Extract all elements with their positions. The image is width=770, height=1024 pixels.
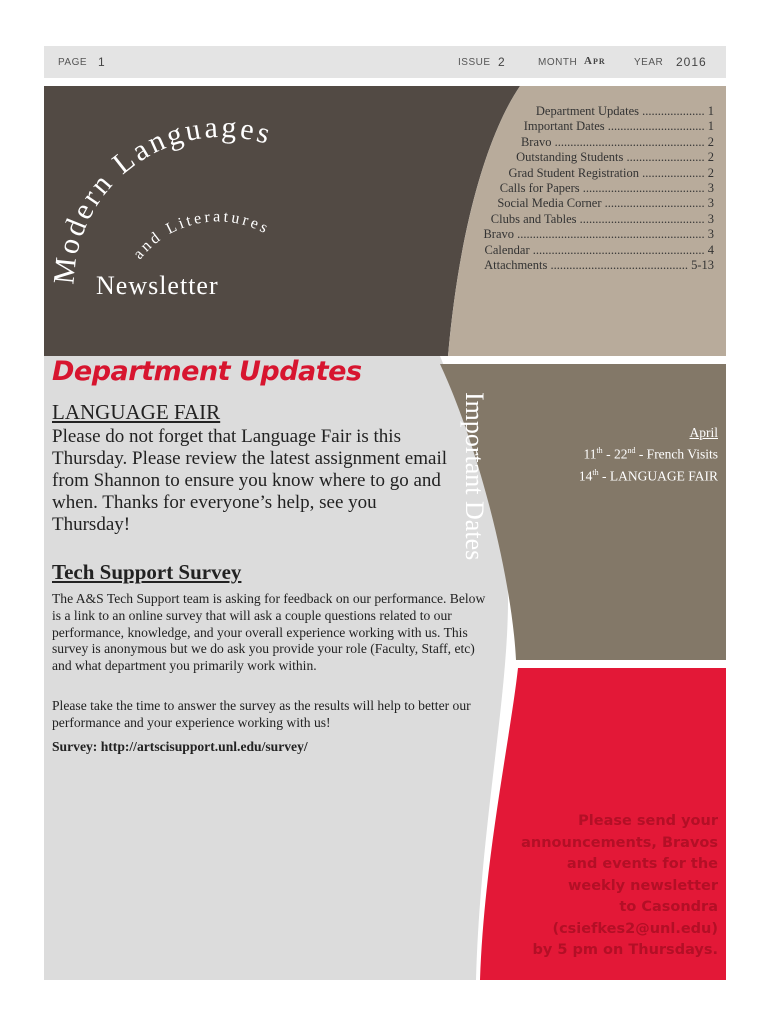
year-label: YEAR — [634, 57, 664, 68]
date-item: 11th - 22nd - French Visits — [583, 446, 718, 462]
page-label: PAGE — [58, 57, 88, 68]
announcement-text — [498, 811, 718, 962]
toc-item[interactable]: Attachments ............................................ 5-13 — [484, 258, 714, 273]
announcement-email[interactable]: (csiefkes2@unl.edu) — [552, 920, 718, 937]
language-fair-heading: LANGUAGE FAIR — [52, 400, 221, 424]
survey-link[interactable]: Survey: http://artscisupport.unl.edu/survey/ — [52, 739, 308, 754]
toc-label: Outstanding Students — [516, 150, 624, 165]
toc-page: 3 — [707, 227, 714, 242]
toc-item[interactable]: Clubs and Tables ........................................ 3 — [490, 211, 714, 226]
language-fair-body: Please do not forget that Language Fair is this Thursday. Please review the latest assignment email from Shannon to ensure you know where to go and when. Thanks for everyone’s help, see you Thursday! — [52, 426, 448, 535]
important-dates-title: Important Dates — [460, 392, 489, 561]
toc-item[interactable]: Calls for Papers ....................................... 3 — [499, 181, 714, 196]
toc-item[interactable]: Social Media Corner ................................ 3 — [497, 196, 714, 211]
dates-month: April — [689, 425, 718, 440]
masthead-title-line1: Modern Languages — [47, 110, 277, 286]
table-of-contents — [483, 104, 714, 273]
toc-page: 1 — [707, 119, 714, 134]
month-value: Apr — [584, 55, 606, 67]
announcement-line: and events for the — [566, 856, 718, 872]
toc-item[interactable]: Calendar ....................................................... 4 — [484, 242, 714, 257]
toc-item[interactable]: Important Dates ............................... 1 — [523, 119, 714, 134]
toc-item[interactable]: Outstanding Students ......................... 2 — [516, 150, 714, 165]
important-dates-list — [579, 424, 718, 485]
announcement-line: Please send your — [578, 813, 718, 829]
department-updates-title: Department Updates — [52, 356, 362, 387]
toc-page: 2 — [707, 150, 714, 165]
issue-number: 2 — [498, 55, 506, 69]
tech-support-body-2: Please take the time to answer the survey as the results will help to better our performance and your experience working with us! — [52, 698, 471, 730]
toc-label: Calendar — [484, 242, 530, 257]
toc-label: Clubs and Tables — [490, 211, 577, 226]
toc-label: Department Updates — [535, 104, 639, 118]
announcement-line: weekly newsletter — [567, 877, 718, 894]
toc-page: 5-13 — [691, 258, 714, 273]
toc-label: Important Dates — [523, 119, 605, 134]
toc-page: 2 — [707, 134, 714, 149]
issue-label: ISSUE — [458, 57, 491, 68]
announcement-line: announcements, Bravos — [521, 834, 718, 851]
toc-label: Grad Student Registration — [508, 165, 639, 180]
masthead-title-line2: and Literatures — [129, 208, 274, 263]
announcement-line: by 5 pm on Thursdays. — [532, 942, 718, 958]
tech-support-heading: Tech Support Survey — [52, 560, 242, 584]
toc-page: 2 — [707, 165, 714, 180]
toc-item[interactable]: Bravo ................................................ 2 — [520, 134, 714, 149]
masthead-panel — [44, 86, 520, 356]
toc-item[interactable]: Grad Student Registration .................... 2 — [508, 165, 714, 180]
toc-page: 1 — [707, 104, 714, 118]
toc-label: Attachments — [484, 258, 548, 273]
tech-support-body: The A&S Tech Support team is asking for feedback on our performance. Below is a link to an online survey that will ask a couple questions related to our performance, knowledge, and your overall experience working with us. This survey is anonymous but we do ask you provide your role (Faculty, Staff, etc) and what department you primarily work within. — [52, 591, 486, 674]
page-number: 1 — [98, 55, 106, 69]
date-item: 14th - LANGUAGE FAIR — [578, 467, 718, 483]
toc-label: Bravo — [520, 134, 552, 149]
toc-label: Social Media Corner — [497, 196, 602, 211]
toc-page: 4 — [707, 242, 714, 257]
year-value: 2016 — [676, 55, 707, 69]
masthead-newsletter: Newsletter — [96, 271, 219, 300]
announcement-line: to Casondra — [619, 899, 718, 915]
month-label: MONTH — [538, 57, 578, 68]
toc-page: 3 — [707, 211, 714, 226]
toc-label: Bravo — [483, 227, 514, 242]
toc-item[interactable]: Bravo ............................................................ 3 — [483, 227, 714, 242]
toc-page: 3 — [707, 196, 714, 211]
toc-page: 3 — [707, 181, 714, 196]
toc-item[interactable]: Department Updates .................... 1 — [535, 104, 714, 118]
toc-label: Calls for Papers — [499, 181, 580, 196]
